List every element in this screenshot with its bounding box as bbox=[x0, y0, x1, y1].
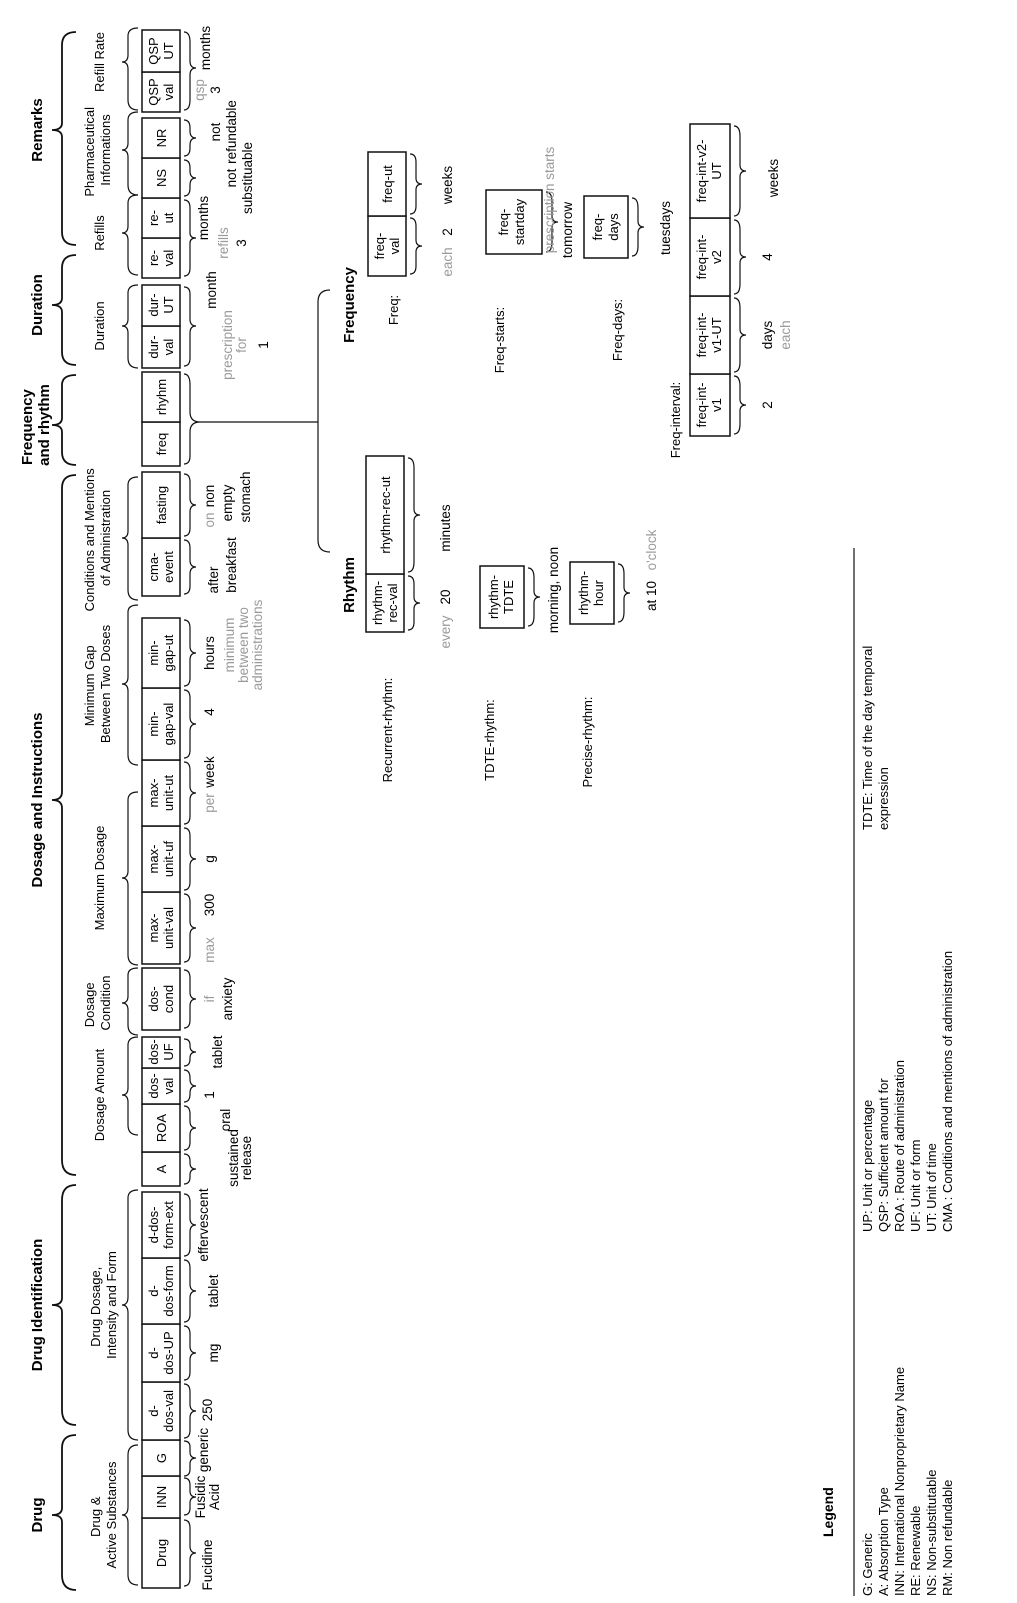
svg-text:d-dos-form: d-dos-form bbox=[146, 1265, 176, 1317]
box-rhythm-rec-val bbox=[366, 574, 404, 632]
example-effervescent: effervescent bbox=[196, 1188, 211, 1262]
legend-col1: G: Generic A: Absorption Type INN: International Nonproprietary Name RE: Renewable NS: Non-substitutable RM: Non refundable bbox=[860, 1366, 955, 1596]
box-max-unit-ut bbox=[142, 760, 180, 826]
group-dosage-condition: Dosage Condition bbox=[82, 975, 113, 1031]
svg-text:A: A bbox=[154, 1164, 169, 1174]
box-dur-ut bbox=[142, 285, 180, 326]
svg-text:d-dos-val: d-dos-val bbox=[146, 1390, 176, 1432]
category-drug-identification: Drug Identification bbox=[29, 1238, 46, 1372]
group-duration: Duration bbox=[92, 301, 107, 351]
freq-interval-label: Freq-interval: bbox=[668, 381, 683, 459]
box-re-val bbox=[142, 238, 180, 278]
freq-tomorrow: tomorrow bbox=[560, 201, 575, 259]
freq-int-days: days bbox=[760, 320, 775, 350]
svg-text:QSPval: QSPval bbox=[146, 78, 176, 106]
example-refills: refills bbox=[216, 227, 231, 259]
svg-text:NS: NS bbox=[154, 168, 169, 188]
example-minimum-between: minimumbetween twoadministrations bbox=[222, 599, 265, 691]
svg-text:re-val: re-val bbox=[146, 249, 176, 267]
example-duration-1: 1 bbox=[256, 341, 271, 349]
rhythm-oclock: o'clock bbox=[644, 529, 659, 571]
example-mg: mg bbox=[206, 1343, 221, 1363]
group-drug-dosage-form: Drug Dosage, Intensity and Form bbox=[88, 1251, 119, 1359]
legend-col3: TDTE: Time of the day temporal expression bbox=[860, 645, 891, 830]
example-generic: generic bbox=[196, 1427, 211, 1473]
example-not-refundable: notrefundable bbox=[208, 100, 239, 164]
svg-text:freq-days: freq-days bbox=[590, 213, 621, 241]
svg-text:rhythm-rec-val: rhythm-rec-val bbox=[370, 580, 400, 626]
legend bbox=[820, 548, 955, 1596]
box-freq-int-v2-ut bbox=[690, 124, 730, 218]
freq-tuesdays: tuesdays bbox=[658, 200, 673, 256]
svg-text:freq: freq bbox=[154, 432, 169, 456]
example-qsp: qsp bbox=[192, 79, 207, 101]
example-refills-3: 3 bbox=[234, 239, 249, 247]
box-freq-int-v2 bbox=[690, 218, 730, 296]
recurrent-rhythm-label: Recurrent-rhythm: bbox=[380, 677, 395, 783]
category-dosage-instructions: Dosage and Instructions bbox=[29, 712, 46, 888]
group-cma: Conditions and Mentions of Administration bbox=[82, 468, 113, 612]
freq-int-2: 2 bbox=[760, 401, 775, 409]
box-ns bbox=[142, 158, 180, 198]
svg-text:G: G bbox=[154, 1452, 169, 1464]
group-drug-active-substances: Drug & Active Substances bbox=[88, 1461, 119, 1569]
example-fusidic-acid: FusidicAcid bbox=[193, 1475, 222, 1519]
svg-text:freq-int-v1-UT: freq-int-v1-UT bbox=[694, 312, 724, 358]
freq-int-weeks: weeks bbox=[766, 158, 781, 198]
example-300: 300 bbox=[202, 893, 217, 917]
box-d-dos-form bbox=[142, 1258, 180, 1324]
example-fucidine: Fucidine bbox=[200, 1539, 215, 1591]
freq-days-label: Freq-days: bbox=[610, 298, 625, 362]
example-tablet-uf: tablet bbox=[210, 1035, 225, 1069]
box-freq-int-v1 bbox=[690, 374, 730, 436]
freq-each: each bbox=[440, 247, 455, 277]
svg-text:max-unit-val: max-unit-val bbox=[146, 907, 176, 949]
rhythm-title: Rhythm bbox=[341, 557, 358, 613]
svg-text:d-dos-form-ext: d-dos-form-ext bbox=[146, 1201, 176, 1249]
example-breakfast: breakfast bbox=[224, 537, 239, 593]
rhythm-morning-noon: morning, noon bbox=[546, 546, 561, 634]
svg-text:NR: NR bbox=[154, 128, 169, 148]
box-rhythm-tdte bbox=[480, 566, 524, 628]
svg-text:rhythm-TDTE: rhythm-TDTE bbox=[486, 574, 516, 620]
example-hours: hours bbox=[202, 636, 217, 670]
freq-prescription-starts: prescription starts bbox=[542, 146, 557, 254]
rhythm-20: 20 bbox=[438, 589, 453, 605]
box-d-dos-val bbox=[142, 1382, 180, 1440]
group-refill-rate: Refill Rate bbox=[92, 32, 107, 92]
legend-col2: UP: Unit or percentage QSP: Sufficient amount for ROA : Route of administration UF: Unit or form UT: Unit of time CMA : Conditions and mentions of administration bbox=[860, 950, 955, 1232]
example-max: max bbox=[202, 937, 217, 963]
svg-text:ROA: ROA bbox=[154, 1113, 169, 1143]
box-qsp-ut bbox=[142, 30, 180, 72]
rhythm-every: every bbox=[438, 615, 453, 649]
precise-rhythm-label: Precise-rhythm: bbox=[580, 696, 595, 788]
svg-text:cma-event: cma-event bbox=[146, 551, 176, 583]
box-rhythm-rec-ut bbox=[366, 456, 404, 574]
box-max-unit-uf bbox=[142, 826, 180, 892]
box-min-gap-ut bbox=[142, 618, 180, 688]
svg-text:dos-UF: dos-UF bbox=[146, 1039, 176, 1065]
box-roa bbox=[142, 1104, 180, 1152]
svg-text:dur-UT: dur-UT bbox=[146, 293, 176, 317]
example-non: non bbox=[202, 484, 217, 508]
box-freq-val bbox=[368, 216, 406, 276]
example-4: 4 bbox=[202, 708, 217, 716]
box-rhythm-hour bbox=[570, 562, 614, 624]
box-freq bbox=[142, 422, 180, 466]
frequency-title: Frequency bbox=[341, 267, 358, 343]
category-frequency-rhythm: Frequency and rhythm bbox=[19, 384, 53, 466]
svg-text:min-gap-val: min-gap-val bbox=[146, 702, 176, 746]
box-dos-cond bbox=[142, 968, 180, 1030]
category-braces bbox=[52, 32, 76, 1590]
box-dur-val bbox=[142, 326, 180, 368]
tdte-rhythm-label: TDTE-rhythm: bbox=[482, 699, 497, 781]
freq-int-4: 4 bbox=[760, 253, 775, 261]
svg-text:freq-ut: freq-ut bbox=[380, 165, 395, 203]
example-on: on bbox=[202, 512, 217, 528]
example-month: month bbox=[204, 271, 219, 309]
box-drug bbox=[142, 1518, 180, 1588]
box-freq-days bbox=[584, 196, 628, 258]
svg-text:INN: INN bbox=[154, 1485, 169, 1509]
box-freq-startday bbox=[486, 190, 542, 254]
group-refills: Refills bbox=[92, 215, 107, 251]
example-empty: empty bbox=[220, 484, 235, 522]
svg-text:Drug: Drug bbox=[154, 1538, 169, 1568]
example-if: if bbox=[202, 995, 217, 1003]
freq-2: 2 bbox=[440, 228, 455, 236]
category-drug: Drug bbox=[29, 1497, 46, 1533]
example-week: week bbox=[202, 756, 217, 788]
freq-label: Freq: bbox=[386, 294, 401, 326]
group-dosage-amount: Dosage Amount bbox=[92, 1048, 107, 1142]
rhythm-minutes: minutes bbox=[438, 504, 453, 552]
svg-text:dos-val: dos-val bbox=[146, 1073, 176, 1099]
svg-text:freq-int-v2-UT: freq-int-v2-UT bbox=[694, 139, 724, 203]
example-qsp-3: 3 bbox=[208, 86, 223, 94]
example-tablet-form: tablet bbox=[206, 1274, 221, 1308]
example-250: 250 bbox=[200, 1398, 215, 1422]
svg-text:fasting: fasting bbox=[154, 485, 169, 525]
example-stomach: stomach bbox=[238, 471, 253, 523]
svg-text:freq-int-v2: freq-int-v2 bbox=[694, 234, 724, 280]
box-d-dos-form-ext bbox=[142, 1192, 180, 1258]
example-1-dose: 1 bbox=[202, 1091, 217, 1099]
box-max-unit-val bbox=[142, 892, 180, 964]
box-qsp-val bbox=[142, 72, 180, 112]
box-a bbox=[142, 1152, 180, 1186]
freq-starts-label: Freq-starts: bbox=[492, 306, 507, 374]
example-months: months bbox=[196, 195, 211, 241]
svg-text:freq-startday: freq-startday bbox=[496, 198, 527, 246]
svg-text:max-unit-uf: max-unit-uf bbox=[146, 840, 176, 878]
freq-weeks: weeks bbox=[440, 165, 455, 205]
box-freq-ut bbox=[368, 152, 406, 216]
svg-text:re-ut: re-ut bbox=[146, 210, 176, 226]
example-after: after bbox=[206, 566, 221, 594]
box-freq-int-v1-ut bbox=[690, 296, 730, 374]
example-per: per bbox=[202, 793, 217, 813]
example-braces bbox=[184, 32, 200, 1586]
group-min-gap: Minimum Gap Between Two Doses bbox=[82, 624, 113, 744]
box-dos-val bbox=[142, 1068, 180, 1104]
box-fasting bbox=[142, 472, 180, 538]
group-maximum-dosage: Maximum Dosage bbox=[92, 825, 107, 931]
box-inn bbox=[142, 1476, 180, 1518]
svg-text:rhyhm: rhyhm bbox=[154, 378, 169, 416]
legend-title: Legend bbox=[820, 1487, 836, 1537]
svg-text:freq-int-v1: freq-int-v1 bbox=[694, 382, 724, 428]
box-dos-uf bbox=[142, 1037, 180, 1068]
svg-text:freq-val: freq-val bbox=[372, 232, 402, 260]
example-oral: oral bbox=[218, 1108, 233, 1132]
example-prescription-for: prescriptionfor bbox=[220, 310, 249, 380]
example-months-2: months bbox=[198, 25, 213, 71]
svg-text:d-dos-UP: d-dos-UP bbox=[146, 1331, 176, 1375]
rhythm-at-10: at 10 bbox=[644, 580, 659, 612]
box-d-dos-up bbox=[142, 1324, 180, 1382]
svg-text:max-unit-ut: max-unit-ut bbox=[146, 774, 176, 812]
box-re-ut bbox=[142, 198, 180, 238]
category-duration: Duration bbox=[29, 274, 46, 336]
freq-int-each: each bbox=[778, 320, 793, 350]
svg-text:rhythm-hour: rhythm-hour bbox=[576, 570, 606, 616]
svg-text:rhythm-rec-ut: rhythm-rec-ut bbox=[378, 476, 393, 554]
box-nr bbox=[142, 118, 180, 158]
example-anxiety: anxiety bbox=[220, 977, 235, 1021]
svg-text:dur-val: dur-val bbox=[146, 335, 176, 359]
example-sustained-release: sustainedrelease bbox=[226, 1129, 254, 1187]
svg-text:QSPUT: QSPUT bbox=[146, 37, 176, 65]
example-not-substituable: notsubstituable bbox=[224, 141, 255, 215]
group-braces bbox=[122, 28, 138, 1585]
example-g: g bbox=[202, 855, 217, 863]
svg-text:min-gap-ut: min-gap-ut bbox=[146, 634, 176, 672]
box-rhythm bbox=[142, 372, 180, 422]
svg-text:dos-cond: dos-cond bbox=[146, 984, 176, 1014]
group-pharma-info: Pharmaceutical Informations bbox=[82, 107, 113, 197]
category-remarks: Remarks bbox=[29, 98, 46, 162]
box-cma-event bbox=[142, 538, 180, 596]
box-g bbox=[142, 1440, 180, 1476]
box-min-gap-val bbox=[142, 688, 180, 760]
